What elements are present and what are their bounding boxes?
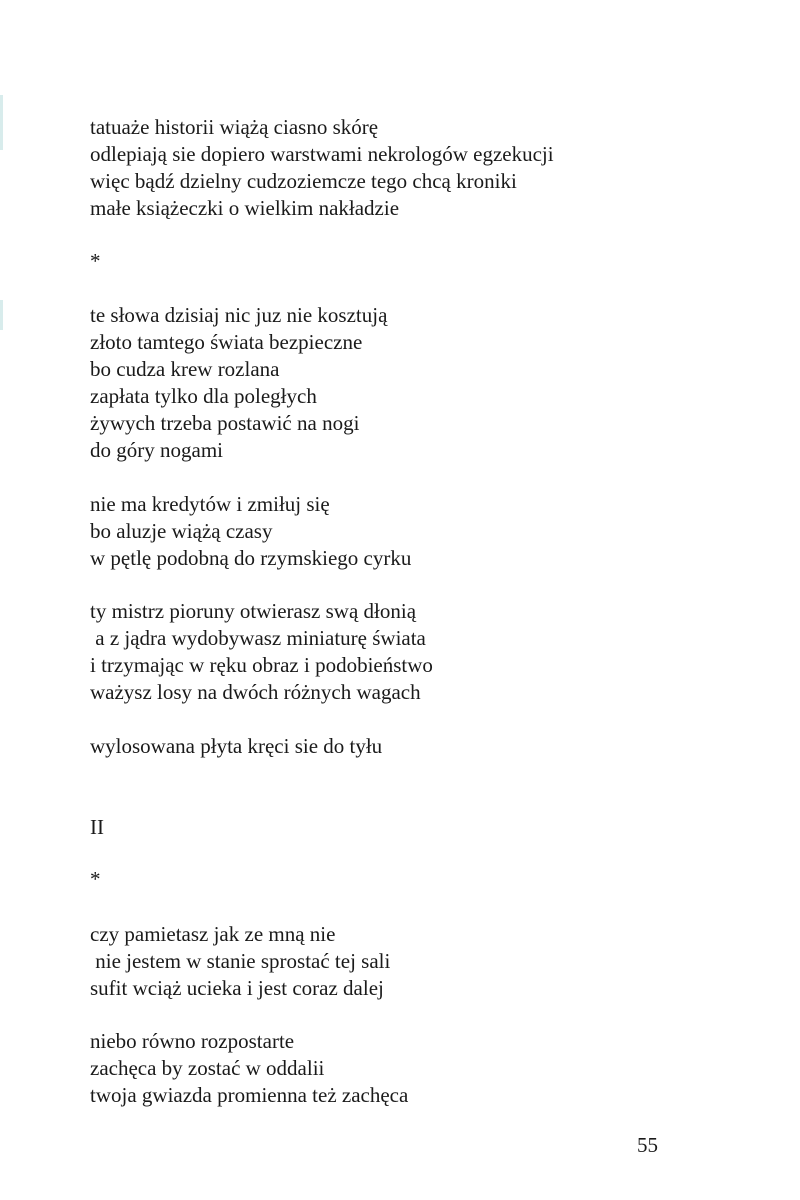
poem-line: i trzymając w ręku obraz i podobieństwo	[90, 653, 433, 677]
poem-line: twoja gwiazda promienna też zachęca	[90, 1083, 409, 1107]
poem-line: zachęca by zostać w oddalii	[90, 1056, 325, 1080]
poem-line: tatuaże historii wiążą ciasno skórę	[90, 115, 379, 139]
poem-line: nie jestem w stanie sprostać tej sali	[90, 949, 391, 973]
poem-line: nie ma kredytów i zmiłuj się	[90, 492, 330, 516]
poem-line: złoto tamtego świata bezpieczne	[90, 330, 363, 354]
page-edge-mark	[0, 300, 3, 330]
poem-line: odlepiają sie dopiero warstwami nekrologów egzekucji	[90, 142, 554, 166]
poem-line: do góry nogami	[90, 438, 223, 462]
poem-line: czy pamietasz jak ze mną nie	[90, 922, 336, 946]
poem-line: w pętlę podobną do rzymskiego cyrku	[90, 546, 412, 570]
poem-line: wylosowana płyta kręci sie do tyłu	[90, 734, 383, 758]
poem-line: zapłata tylko dla poległych	[90, 384, 317, 408]
page-number: 55	[637, 1133, 658, 1157]
poem-line: a z jądra wydobywasz miniaturę świata	[90, 626, 426, 650]
poem-line: żywych trzeba postawić na nogi	[90, 411, 360, 435]
poem-line: małe książeczki o wielkim nakładzie	[90, 196, 400, 220]
poem-line: ty mistrz pioruny otwierasz swą dłonią	[90, 599, 417, 623]
section-heading: II	[90, 815, 104, 839]
page-edge-mark	[0, 95, 3, 150]
poem-line: bo cudza krew rozlana	[90, 357, 280, 381]
poem-line: bo aluzje wiążą czasy	[90, 519, 273, 543]
poem-line: ważysz losy na dwóch różnych wagach	[90, 680, 421, 704]
stanza-separator: *	[90, 249, 101, 273]
poem-line: niebo równo rozpostarte	[90, 1029, 295, 1053]
poem-line: sufit wciąż ucieka i jest coraz dalej	[90, 976, 384, 1000]
stanza-separator: *	[90, 867, 101, 891]
poem-line: te słowa dzisiaj nic juz nie kosztują	[90, 303, 388, 327]
poem-line: więc bądź dzielny cudzoziemcze tego chcą kroniki	[90, 169, 517, 193]
